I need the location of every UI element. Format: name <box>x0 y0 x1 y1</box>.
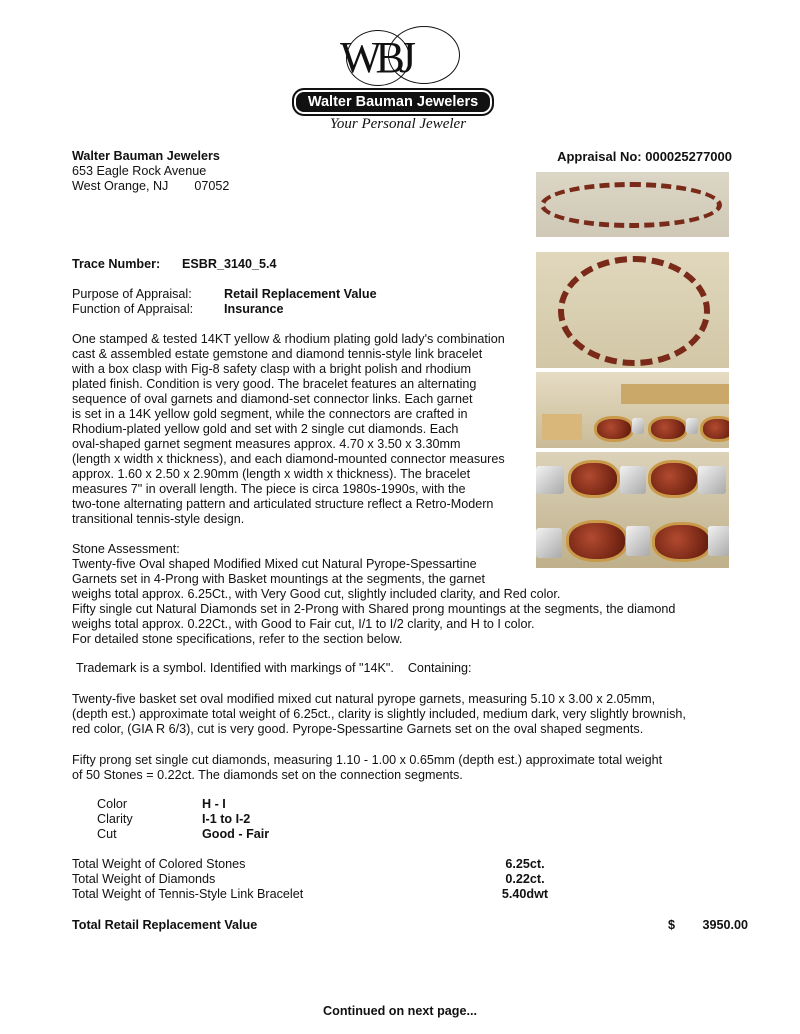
weight-row: Total Weight of Tennis-Style Link Bracelet 5.40dwt <box>72 887 549 901</box>
company-logo <box>288 26 508 138</box>
bracelet-photo-1 <box>536 172 729 237</box>
appraisal-number: Appraisal No: 000025277000 <box>557 149 732 164</box>
logo-badge: Walter Bauman Jewelers <box>292 88 494 116</box>
stone-assessment-heading: Stone Assessment: <box>72 542 180 556</box>
item-description: One stamped & tested 14KT yellow & rhodium plating gold lady's combination cast & assembled estate gemstone and diamond tennis-style link bracelet with a box clasp with Fig-8 safety clasp with a bright polish and rhodium plated finish. Condition is very good. The bracelet features an alternating sequence of oval garnets and diamond-set connector links. Each garnet is set in a 14K yellow gold segment, while the connectors are crafted in Rhodium-plated yellow gold and set with 2 single cut diamonds. Each oval-shaped garnet segment measures approx. 4.70 x 3.50 x 3.30mm (length x width x thickness), and each diamond-mounted connector measures approx. 1.60 x 2.50 x 2.90mm (length x width x thickness). The bracelet measures 7" in overall length. The piece is circa 1980s-1990s, with the two-tone alternating pattern and articulated structure reflect a Retro-Modern transitional tennis-style design. <box>72 332 505 526</box>
appraisal-purpose: Purpose of Appraisal: Retail Replacement Value Function of Appraisal: Insurance <box>72 287 377 316</box>
city-state-zip: West Orange, NJ 07052 <box>72 179 230 193</box>
diamond-details: Fifty prong set single cut diamonds, measuring 1.10 - 1.00 x 0.65mm (depth est.) approximate total weight of 50 Stones = 0.22ct. The diamonds set on the connection segments. <box>72 753 663 782</box>
continued-footer: Continued on next page... <box>323 1004 477 1018</box>
trace-number: Trace Number: ESBR_3140_5.4 <box>72 257 277 271</box>
bracelet-photo-3 <box>536 372 729 448</box>
logo-tagline: Your Personal Jeweler <box>329 116 467 132</box>
weights-table <box>72 857 550 902</box>
weight-row: Total Weight of Colored Stones 6.25ct. <box>72 857 545 871</box>
weight-row: Total Weight of Diamonds 0.22ct. <box>72 872 545 886</box>
wbj-monogram: WBJ <box>332 26 472 88</box>
business-address <box>72 149 229 194</box>
bracelet-photo-2 <box>536 252 729 368</box>
stone-assessment: Stone Assessment: Twenty-five Oval shaped Modified Mixed cut Natural Pyrope-Spessartine Garnets set in 4-Prong with Basket mountings at the segments, the garnet weighs total approx. 6.25Ct., with Very Good cut, slightly included clarity, and Red color. Fifty single cut Natural Diamonds set in 2-Prong with Shared prong mountings at the segments, the diamond weighs total approx. 0.22Ct., with Good to Fair cut, I/1 to I/2 clarity, and H to I color. For detailed stone specifications, refer to the section below. <box>72 542 676 646</box>
total-amount: 3950.00 <box>702 918 748 932</box>
total-label: Total Retail Replacement Value <box>72 918 258 932</box>
diamond-grading: Color H - I Clarity I-1 to I-2 Cut Good - Fair <box>97 797 270 841</box>
currency-symbol: $ <box>668 918 676 932</box>
business-name: Walter Bauman Jewelers <box>72 149 220 163</box>
address-line1: 653 Eagle Rock Avenue <box>72 164 207 178</box>
garnet-details: Twenty-five basket set oval modified mixed cut natural pyrope garnets, measuring 5.10 x 3.00 x 2.05mm, (depth est.) approximate total weight of 6.25ct., clarity is slightly included, medium dark, very slightly brownish, red color, (GIA R 6/3), cut is very good. Pyrope-Spessartine Garnets set on the oval shaped segments. <box>72 692 686 736</box>
total-value-row <box>72 918 748 933</box>
trademark-line: Trademark is a symbol. Identified with markings of "14K". Containing: <box>76 661 472 675</box>
